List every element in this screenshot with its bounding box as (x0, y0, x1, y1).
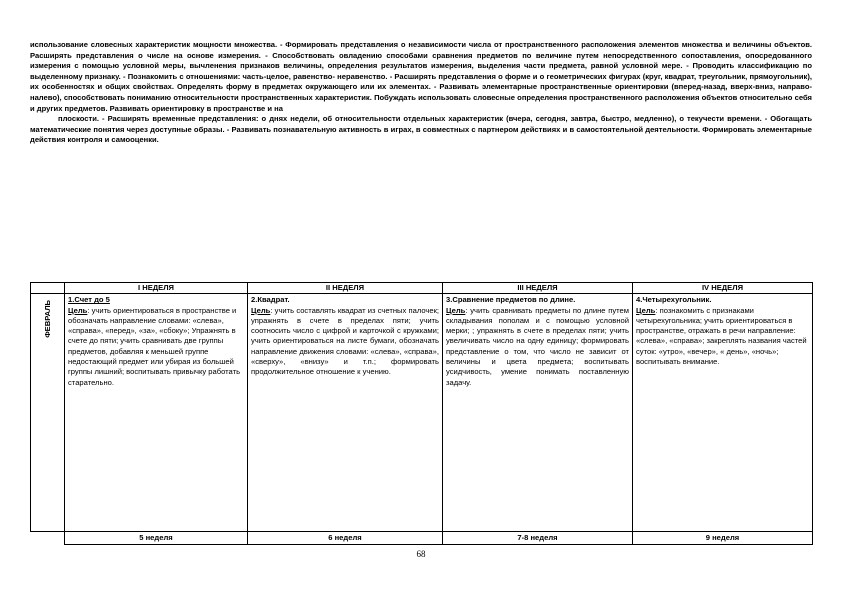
footer-week-2: 6 неделя (248, 531, 443, 544)
week-3-text (446, 306, 629, 388)
header-row (31, 283, 813, 294)
week-1-text (68, 306, 244, 388)
intro-paragraph-1: использование словесных характеристик мощности множества. - Формировать представления о независимости числа от пространственного расположения элементов множества и величины объектов. Расширять представления о числе на основе измерения. - Способствовать овладению способами сравнения предметов по величине путем непосредственного сопоставления, опосредованного измерения с помощью условной меры, вычленения признаков величины, определения результатов измерения, выделения части предмета, равной условной мере. - Проводить классификацию по выделенному признаку. - Познакомить с отношениями: часть-целое, равенство- неравенство. - Расширять представления о форме и о геометрических фигурах (круг, квадрат, треугольник, прямоугольник), их особенностях и общих свойствах. Определять форму в предметах окружающего или их элементах. - Развивать элементарные пространственные ориентировки (вперед-назад, вверх-вниз, направо- налево), способствовать пониманию относительности пространственных характеристик. Побуждать использовать словесные определения пространственного расположения объектов относительно себя и других предметов. Развивать ориентировку в пространстве и на (30, 40, 812, 113)
week-2-text (251, 306, 439, 378)
header-week-1: I НЕДЕЛЯ (65, 283, 248, 294)
page-number: 68 (416, 549, 426, 559)
content-row (31, 294, 813, 531)
week-2-body: : учить составлять квадрат из счетных палочек; упражнять в счете в пределах пяти; учить соотносить число с цифрой и карточкой с кружками; учить ориентироваться на листе бумаги, обозначать направление движения словами: «слева», «справа», «сверху», «внизу» и т.п.; формировать продолжительное отношение к учению. (251, 305, 439, 377)
week-4-title: 4.Четырехугольник. (636, 295, 712, 305)
month-label: ФЕВРАЛЬ (42, 300, 52, 339)
footer-week-3: 7-8 неделя (443, 531, 633, 544)
footer-week-1: 5 неделя (65, 531, 248, 544)
intro-text (30, 40, 812, 146)
header-week-3: III НЕДЕЛЯ (443, 283, 633, 294)
header-week-4: IV НЕДЕЛЯ (633, 283, 813, 294)
week-4-body: : познакомить с признаками четырехугольника; учить ориентироваться в пространстве, отражать в речи направление: «слева», «справа»; закреплять названия частей суток: «утро», «вечер», « день», «ночь»; воспитывать внимание. (636, 305, 807, 367)
week-4-text (636, 306, 809, 368)
intro-paragraph-2: плоскости. - Расширять временные представления: о днях недели, об относительности отдельных характеристик (вчера, сегодня, завтра, быстро, медленно), о текучести времени. - Обогащать математические понятия через доступные образы. - Развивать познавательную активность в играх, в совместных с партнером действиях и в самостоятельной деятельности. Формировать элементарные действия контроля и самооценки. (30, 114, 812, 145)
week-1-title: 1.Счет до 5 (68, 295, 110, 305)
week-3-body: : учить сравнивать предметы по длине путем складывания пополам и с помощью условной мерки; ; упражнять в счете в пределах пяти; учить увеличивать число на одну единицу; формировать представление о том, что число не зависит от величины и цвета предмета; воспитывать усидчивость, умение понимать поставленную задачу. (446, 305, 629, 387)
week-1-cell (65, 294, 248, 531)
month-label-cell (31, 294, 65, 531)
week-1-body: : учить ориентироваться в пространстве и обозначать направление словами: «слева», «справа», «перед», «за», «сбоку»; Упражнять в счете до пяти; учить сравнивать две группы предметов, добавляя к меньшей группе недостающий предмет или убирая из большей группы лишний; воспитывать привычку работать старательно. (68, 305, 241, 387)
week-4-cell (633, 294, 813, 531)
footer-row (31, 531, 813, 544)
footer-week-4: 9 неделя (633, 531, 813, 544)
week-1-goal-label: Цель (68, 305, 88, 315)
week-2-title: 2.Квадрат. (251, 295, 290, 305)
header-empty-cell (31, 283, 65, 294)
week-2-goal-label: Цель (251, 305, 271, 315)
week-3-goal-label: Цель (446, 305, 466, 315)
week-2-cell (248, 294, 443, 531)
week-4-goal-label: Цель (636, 305, 656, 315)
week-3-cell (443, 294, 633, 531)
footer-empty-cell (31, 531, 65, 544)
weekly-plan-table (30, 282, 813, 545)
header-week-2: II НЕДЕЛЯ (248, 283, 443, 294)
week-3-title: 3.Сравнение предметов по длине. (446, 295, 576, 305)
